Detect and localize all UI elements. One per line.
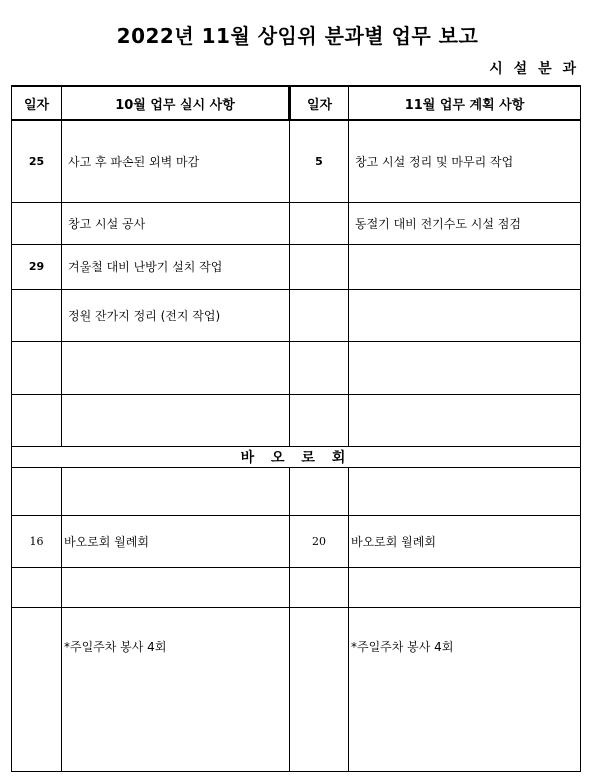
date-cell [12,202,62,244]
date-cell [290,607,349,771]
date-cell: 29 [12,244,62,289]
task-cell [62,467,290,515]
task-cell: 정원 잔가지 정리 (전지 작업) [62,289,290,341]
date-cell [12,567,62,607]
task-cell: 창고 시설 공사 [62,202,290,244]
task-cell: 창고 시설 정리 및 마무리 작업 [349,120,581,202]
date-cell [290,341,349,394]
task-cell [349,567,581,607]
header-plan: 11월 업무 계획 사항 [349,86,581,120]
task-cell [349,467,581,515]
task-cell [62,567,290,607]
date-cell: 5 [290,120,349,202]
date-cell [12,289,62,341]
table-row [12,515,581,567]
date-cell [12,394,62,446]
table-header-row [12,86,581,120]
header-done: 10월 업무 실시 사항 [62,86,290,120]
table-row [12,289,581,341]
date-cell: 20 [290,515,349,567]
task-cell: 사고 후 파손된 외벽 마감 [62,120,290,202]
task-cell [62,341,290,394]
table-row [12,394,581,446]
table-row [12,567,581,607]
date-cell [12,467,62,515]
header-date-right: 일자 [290,86,349,120]
date-cell [290,467,349,515]
date-cell [290,567,349,607]
header-date-left: 일자 [12,86,62,120]
date-cell [290,394,349,446]
section-row [12,446,581,467]
task-cell: 겨울철 대비 난방기 설치 작업 [62,244,290,289]
date-cell [290,202,349,244]
date-cell: 16 [12,515,62,567]
table-row [12,341,581,394]
report-table [11,85,581,772]
task-cell: *주일주차 봉사 4회 [62,607,290,771]
task-cell [349,394,581,446]
table-row [12,467,581,515]
table-row [12,120,581,202]
date-cell [290,244,349,289]
department-label: 시 설 분 과 [489,61,579,77]
task-cell: 동절기 대비 전기수도 시설 점검 [349,202,581,244]
task-cell: 바오로회 월례회 [62,515,290,567]
task-cell [62,394,290,446]
task-cell: 바오로회 월례회 [349,515,581,567]
table-row [12,244,581,289]
table-row [12,607,581,771]
date-cell [12,607,62,771]
task-cell [349,289,581,341]
task-cell [349,341,581,394]
task-cell: *주일주차 봉사 4회 [349,607,581,771]
date-cell: 25 [12,120,62,202]
task-cell [349,244,581,289]
page-title: 2022년 11월 상임위 분과별 업무 보고 [116,24,479,48]
table-row [12,202,581,244]
section-title: 바 오 로 회 [12,446,581,467]
date-cell [290,289,349,341]
date-cell [12,341,62,394]
